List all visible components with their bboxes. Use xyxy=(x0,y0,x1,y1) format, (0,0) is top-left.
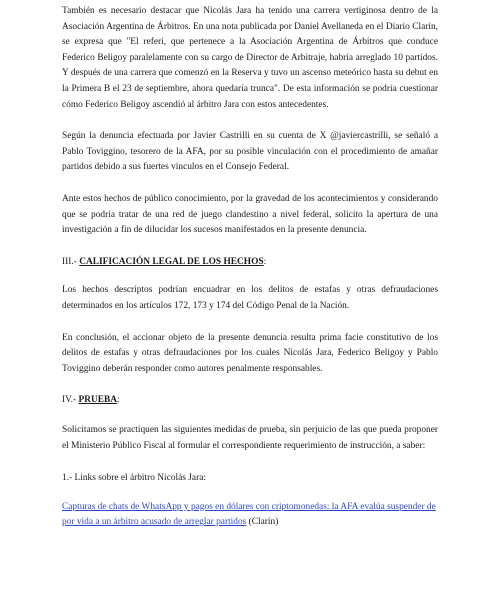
paragraph-conclusion: En conclusión, el accionar objeto de la presente denuncia resulta prima facie constitutivo de los delitos de estafas y otras defraudaciones por los cuales Nicolás Jara, Federico Beligoy y Pablo Toviggino deberán responder como autores penalmente responsables. xyxy=(62,332,438,374)
section-number: III.- xyxy=(62,256,80,267)
section-number: IV.- xyxy=(62,395,79,406)
paragraph-jara-career: También es necesario destacar que Nicolás Jara ha tenido una carrera vertiginosa dentro de la Asociación Argentina de Árbitros. En una nota publicada por Daniel Avellaneda en el Diario Clarín, se expresa que "El referí, que pertenece a la Asociación Argentina de Árbitros que conduce Federico Beligoy paralelamente con su cargo de Director de Arbitraje, habría arreglado 10 partidos. Y después de una carrera que comenzó en la Reserva y tuvo un ascenso meteórico hasta su debut en la Primera B el 23 de septiembre, ahora quedaría trunca". De esta información se podría cuestionar cómo Federico Beligoy ascendió al árbitro Jara con estos antecedentes. xyxy=(62,6,438,110)
paragraph-evidence-request: Solicitamos se practiquen las siguientes medidas de prueba, sin perjuicio de las que pueda proponer el Ministerio Público Fiscal al formular el correspondiente requerimiento de instrucción, a saber: xyxy=(62,424,438,452)
paragraph-investigation-request: Ante estos hechos de público conocimiento, por la gravedad de los acontecimientos y considerando que se podría tratar de una red de juego clandestino a nivel federal, solicito la apertura de una investigación a fin de dilucidar los sucesos manifestados en la presente denuncia. xyxy=(62,193,438,236)
link-source: (Clarín) xyxy=(246,517,279,528)
section-title: CALIFICACIÓN LEGAL DE LOS HECHOS xyxy=(79,256,264,267)
section-title: PRUEBA xyxy=(78,395,118,406)
section-heading-prueba: IV.- PRUEBA: xyxy=(62,395,120,406)
evidence-link-item xyxy=(62,500,438,531)
paragraph-legal-articles: Los hechos descriptos podrían encuadrar en los delitos de estafas y otras defraudaciones determinados en los artículos 172, 173 y 174 del Código Penal de la Nación. xyxy=(62,285,438,311)
evidence-link-clarin[interactable]: Capturas de chats de WhatsApp y pagos en dólares con criptomonedas: la AFA evalúa suspender de por vida a un árbitro acusado de arreglar partidos xyxy=(62,501,436,528)
section-heading-calificacion: III.- CALIFICACIÓN LEGAL DE LOS HECHOS: xyxy=(62,256,267,267)
paragraph-castrilli-denuncia: Según la denuncia efectuada por Javier Castrilli en su cuenta de X @javiercastrilli, se señaló a Pablo Toviggino, tesorero de la AFA, por su posible vinculación con el procedimiento de amañar partidos debido a sus fuertes vínculos en el Consejo Federal. xyxy=(62,131,438,173)
paragraph-links-intro: 1.- Links sobre el árbitro Nicolás Jara: xyxy=(62,473,206,484)
